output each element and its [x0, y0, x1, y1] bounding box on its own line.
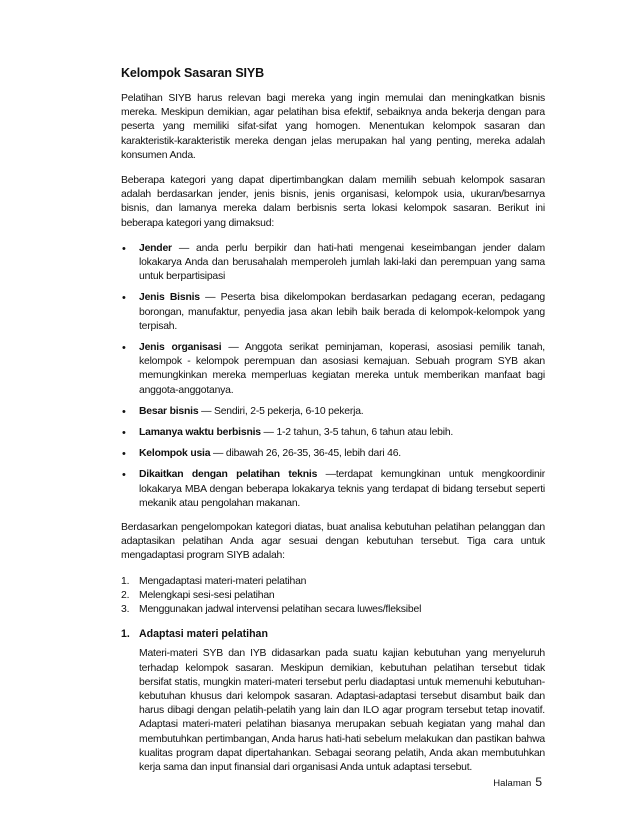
adaptation-paragraph: Berdasarkan pengelompokan kategori diatas, buat analisa kebutuhan pelatihan pelanggan dan adaptasikan pelatihan Anda agar sesuai dengan kebutuhan tersebut. Tiga cara untuk mengadaptasi program SIYB adalah:: [121, 522, 545, 562]
bullet-icon: •: [122, 469, 126, 482]
list-item-term: Jenis Bisnis: [139, 292, 200, 304]
bullet-icon: •: [122, 342, 126, 355]
list-item-text: — 1-2 tahun, 3-5 tahun, 6 tahun atau lebih.: [260, 427, 454, 439]
bullet-icon: •: [122, 405, 126, 418]
document-page: [121, 66, 545, 786]
section-heading: [121, 627, 545, 641]
intro-paragraph: Pelatihan SIYB harus relevan bagi mereka yang ingin memulai dan meningkatkan bisnis mereka. Meskipun demikian, agar pelatihan bisa efektif, sebaiknya anda bekerja dengan para peserta yang memiliki sifat-sifat yang homogen. Menentukan kelompok sasaran dan karakteristik-karakteristik mereka dengan jelas merupakan hal yang penting, mereka adalah konsumen Anda.: [121, 93, 545, 161]
list-item-term: Kelompok usia: [139, 448, 211, 460]
bullet-icon: •: [122, 427, 126, 440]
footer-label: Halaman: [493, 778, 532, 789]
list-item-text: — anda perlu berpikir dan hati-hati mengenai keseimbangan jender dalam lokakarya Anda dan berusahalah memperoleh jumlah laki-laki dan perempuan yang sama untuk berpartisipasi: [139, 242, 545, 283]
list-number: 2.: [121, 589, 130, 601]
bullet-icon: •: [122, 292, 126, 305]
bullet-icon: •: [122, 448, 126, 461]
list-item: [121, 291, 545, 334]
list-item-term: Jender: [139, 242, 172, 254]
list-item-text: — Sendiri, 2-5 pekerja, 6-10 pekerja.: [198, 405, 364, 417]
categories-paragraph: Beberapa kategori yang dapat dipertimbangkan dalam memilih sebuah kelompok sasaran adalah berdasarkan jender, jenis bisnis, jenis organisasi, kelompok usia, ukuran/besarnya bisnis, dan lamanya mereka dalam berbisnis serta lokasi kelompok sasaran. Berikut ini beberapa kategori yang dimaksud:: [121, 175, 545, 229]
section-body-wrapper: [121, 647, 545, 775]
list-item-term: Jenis organisasi: [139, 342, 222, 354]
list-number: 1.: [121, 575, 130, 587]
list-item-text: Menggunakan jadwal intervensi pelatihan secara luwes/fleksibel: [139, 604, 422, 616]
list-item-text: Melengkapi sesi-sesi pelatihan: [139, 589, 275, 601]
page-number: 5: [535, 775, 542, 789]
list-item: [121, 603, 545, 617]
list-item: [121, 447, 545, 461]
list-item-text: — Anggota serikat peminjaman, koperasi, asosiasi pemilik tanah, kelompok - kelompok perempuan dan asosiasi kemajuan. Sebuah program SYB akan memungkinkan mereka memperluas kegiatan mereka untuk memberikan manfaat bagi anggota-anggotanya.: [139, 342, 545, 396]
page-title: Kelompok Sasaran SIYB: [121, 66, 265, 80]
page-footer: [493, 775, 542, 789]
section-title: Adaptasi materi pelatihan: [139, 628, 268, 641]
adaptation-list: [121, 575, 545, 618]
bullet-icon: •: [122, 242, 126, 255]
list-item-text: — Peserta bisa dikelompokan berdasarkan pedagang eceran, pedagang borongan, manufaktur, penyedia jasa akan lebih baik berada di kelompok-kelompok yang terpisah.: [139, 292, 545, 332]
list-item: [121, 589, 545, 603]
list-item: [121, 405, 545, 419]
list-item: [121, 242, 545, 285]
list-item: [121, 426, 545, 440]
list-item: [121, 468, 545, 511]
list-item-text: — dibawah 26, 26-35, 36-45, lebih dari 46.: [210, 448, 401, 460]
list-item-term: Besar bisnis: [139, 405, 199, 417]
category-list: [121, 242, 545, 511]
section-number: 1.: [121, 628, 130, 641]
list-item-text: —terdapat kemungkinan untuk mengkoordinir lokakarya MBA dengan beberapa lokakarya teknis yang terdapat di bidang tersebut seperti mekanik atau pengolahan makanan.: [139, 469, 545, 509]
list-item: [121, 575, 545, 589]
list-item: [121, 341, 545, 398]
list-number: 3.: [121, 604, 130, 616]
list-item-term: Dikaitkan dengan pelatihan teknis: [139, 469, 318, 481]
list-item-text: Mengadaptasi materi-materi pelatihan: [139, 575, 307, 587]
list-item-term: Lamanya waktu berbisnis: [139, 427, 261, 439]
section-body: Materi-materi SYB dan IYB didasarkan pada suatu kajian kebutuhan yang menyeluruh terhadap kelompok sasaran. Meskipun demikian, kebutuhan pelatihan tersebut tidak bersifat statis, mungkin materi-materi tersebut perlu diadaptasi untuk memenuhi kebutuhan-kebutuhan khusus dari kelompok sasaran. Adaptasi-adaptasi tersebut disambut baik dan harus dibagi dengan pelatih-pelatih yang lain dan ILO agar program tersebut tetap inovatif. Adaptasi materi-materi pelatihan biasanya merupakan sebuah kegiatan yang mahal dan membutuhkan pertimbangan, Anda harus hati-hati sebelum melakukan dan pastikan bahwa kualitas program dapat dipertahankan. Sebagai seorang pelatih, Anda akan membutuhkan kerja sama dan input finansial dari organisasi Anda untuk adaptasi tersebut.: [139, 648, 545, 773]
